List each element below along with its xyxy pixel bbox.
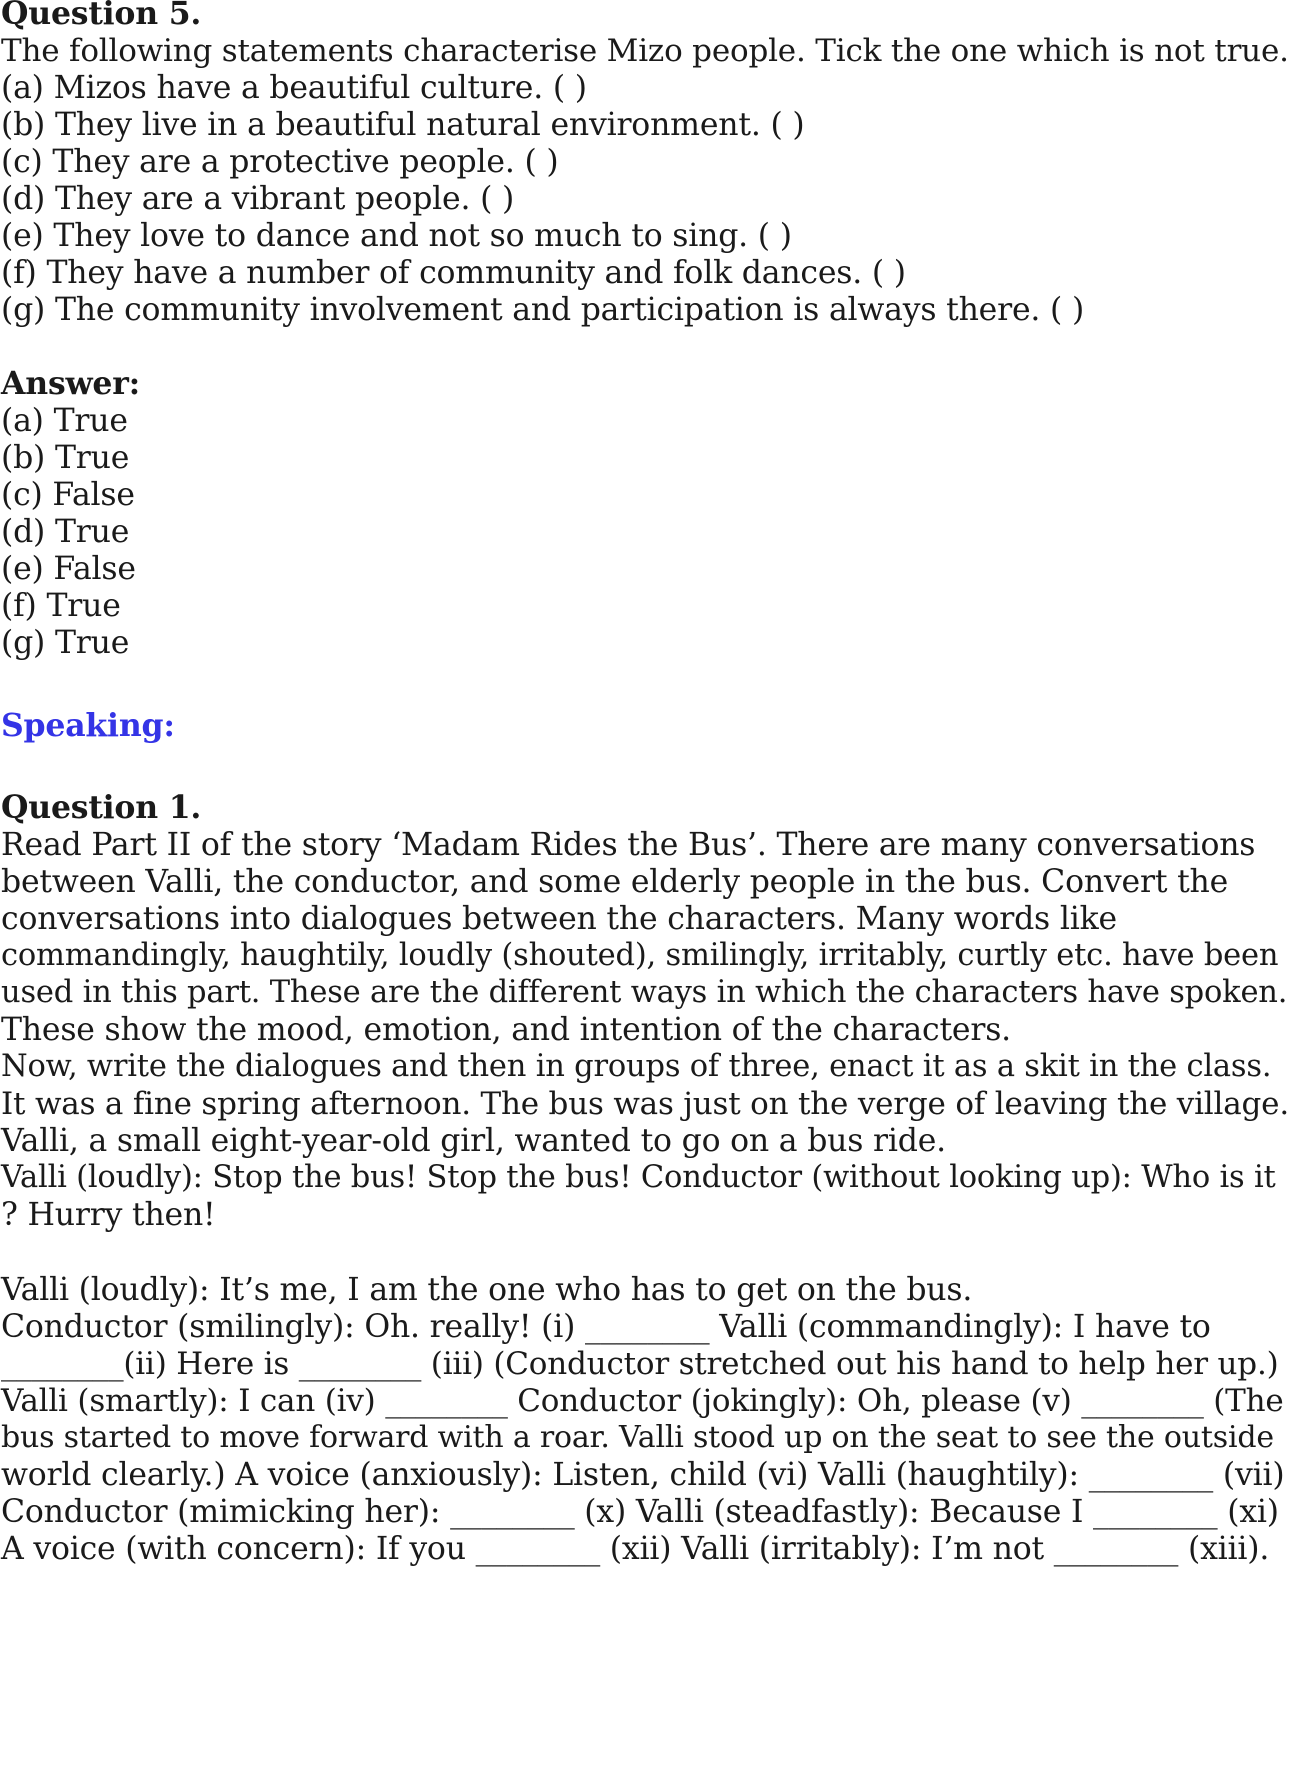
dialogue-line: bus started to move forward with a roar. Valli stood up on the seat to see the outside [1,1420,1274,1455]
question-1-line: conversations into dialogues between the characters. Many words like [1,901,1117,937]
question-1-line: commandingly, haughtily, loudly (shouted), smilingly, irritably, curtly etc. have been [1,938,1279,973]
question-1-line: Valli, a small eight-year-old girl, wanted to go on a bus ride. [1,1123,946,1159]
answer-g: (g) True [1,625,130,661]
option-a: (a) Mizos have a beautiful culture. ( ) [1,70,587,106]
dialogue-line: Valli (smartly): I can (iv) ________ Conductor (jokingly): Oh, please (v) ________ (The [1,1383,1284,1419]
dialogue-line: world clearly.) A voice (anxiously): Listen, child (vi) Valli (haughtily): ________ (vii) [1,1457,1285,1493]
question-1-line: between Valli, the conductor, and some elderly people in the bus. Convert the [1,864,1229,900]
question-1-line: Valli (loudly): Stop the bus! Stop the bus! Conductor (without looking up): Who is it [1,1160,1276,1195]
answer-title: Answer: [1,365,141,402]
answer-a: (a) True [1,403,128,439]
answer-d: (d) True [1,514,130,550]
option-b: (b) They live in a beautiful natural environment. ( ) [1,107,805,143]
option-c: (c) They are a protective people. ( ) [1,144,559,180]
question-1-line: These show the mood, emotion, and intention of the characters. [1,1012,1011,1048]
question-1-line: It was a fine spring afternoon. The bus was just on the verge of leaving the village. [1,1086,1289,1122]
dialogue-line: Conductor (mimicking her): ________ (x) Valli (steadfastly): Because I ________ (xi) [1,1494,1279,1530]
answer-c: (c) False [1,477,135,513]
question-1-line: ? Hurry then! [1,1197,216,1233]
option-f: (f) They have a number of community and folk dances. ( ) [1,255,906,291]
question-5-prompt: The following statements characterise Mizo people. Tick the one which is not true. [1,33,1289,69]
answer-e: (e) False [1,551,136,587]
question-1-line: Read Part II of the story ‘Madam Rides the Bus’. There are many conversations [1,827,1256,863]
question-5-title: Question 5. [1,0,202,32]
dialogue-line: Valli (loudly): It’s me, I am the one who has to get on the bus. [1,1272,973,1308]
answer-f: (f) True [1,588,121,624]
question-1-title: Question 1. [1,789,202,826]
speaking-heading: Speaking: [1,707,175,744]
dialogue-line: A voice (with concern): If you ________ (xii) Valli (irritably): I’m not ________ (xiii). [1,1531,1270,1567]
option-e: (e) They love to dance and not so much to sing. ( ) [1,218,792,254]
answer-b: (b) True [1,440,130,476]
option-g: (g) The community involvement and participation is always there. ( ) [1,292,1085,328]
dialogue-line: Conductor (smilingly): Oh. really! (i) ________ Valli (commandingly): I have to [1,1309,1211,1345]
dialogue-line: ________(ii) Here is ________ (iii) (Conductor stretched out his hand to help her up.) [1,1346,1279,1382]
option-d: (d) They are a vibrant people. ( ) [1,181,515,217]
question-1-line: used in this part. These are the different ways in which the characters have spoken. [1,975,1288,1010]
question-1-line: Now, write the dialogues and then in groups of three, enact it as a skit in the class. [1,1049,1272,1084]
